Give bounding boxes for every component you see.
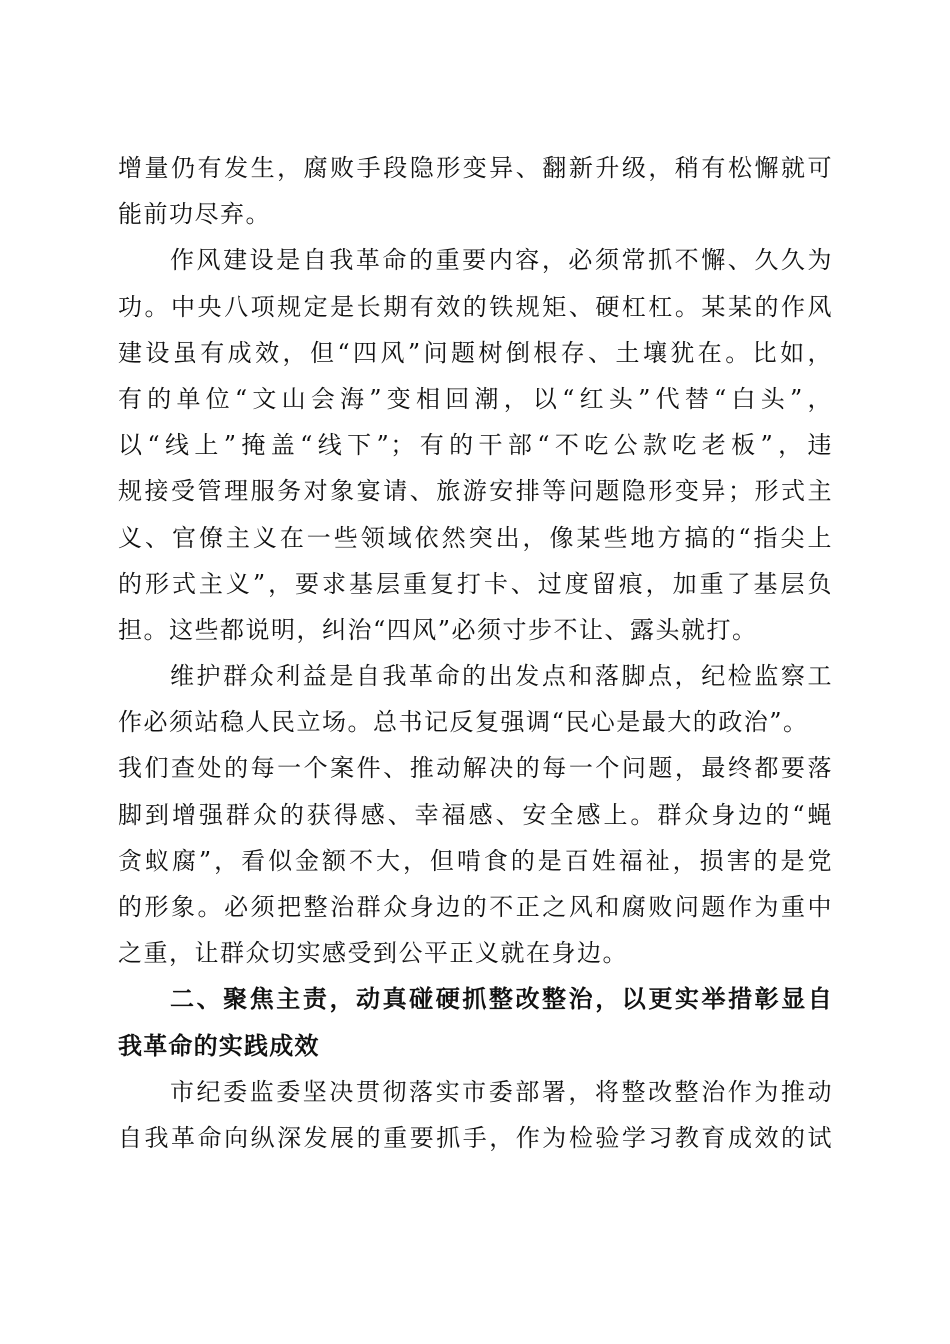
text-line: 的形象。必须把整治群众身边的不正之风和腐败问题作为重中 <box>118 893 833 921</box>
text-line: 以“线上”掩盖“线下”；有的干部“不吃公款吃老板”，违 <box>118 431 833 460</box>
text-line: 作必须站稳人民立场。总书记反复强调“民心是最大的政治”。 <box>118 708 809 737</box>
text-line: 担。这些都说明，纠治“四风”必须寸步不让、露头就打。 <box>118 615 758 644</box>
document-page <box>118 145 833 1161</box>
text-line: 义、官僚主义在一些领域依然突出，像某些地方搞的“指尖上 <box>118 523 833 552</box>
text-line: 建设虽有成效，但“四风”问题树倒根存、土壤犹在。比如， <box>118 338 833 367</box>
text-line: 我们查处的每一个案件、推动解决的每一个问题，最终都要落 <box>118 754 833 783</box>
paragraph-start-line: 市纪委监委坚决贯彻落实市委部署，将整改整治作为推动 <box>170 1077 833 1106</box>
text-line: 功。中央八项规定是长期有效的铁规矩、硬杠杠。某某的作风 <box>118 292 833 321</box>
text-line: 增量仍有发生，腐败手段隐形变异、翻新升级，稍有松懈就可 <box>118 154 833 182</box>
text-line: 有的单位“文山会海”变相回潮，以“红头”代替“白头”， <box>118 384 833 413</box>
text-line: 自我革命向纵深发展的重要抓手，作为检验学习教育成效的试 <box>118 1123 833 1152</box>
text-line: 脚到增强群众的获得感、幸福感、安全感上。群众身边的“蝇 <box>118 800 833 829</box>
text-line: 之重，让群众切实感受到公平正义就在身边。 <box>118 939 628 968</box>
text-line: 规接受管理服务对象宴请、旅游安排等问题隐形变异；形式主 <box>118 477 833 506</box>
section-heading-line: 我革命的实践成效 <box>118 1031 320 1060</box>
text-line: 能前功尽弃。 <box>118 200 271 229</box>
text-line: 的形式主义”，要求基层重复打卡、过度留痕，加重了基层负 <box>118 569 833 598</box>
text-line: 贪蚁腐”，看似金额不大，但啃食的是百姓福祉，损害的是党 <box>118 846 833 875</box>
section-heading-line: 二、聚焦主责，动真碰硬抓整改整治，以更实举措彰显自 <box>170 985 833 1014</box>
paragraph-start-line: 维护群众利益是自我革命的出发点和落脚点，纪检监察工 <box>170 662 833 691</box>
paragraph-start-line: 作风建设是自我革命的重要内容，必须常抓不懈、久久为 <box>170 246 833 275</box>
